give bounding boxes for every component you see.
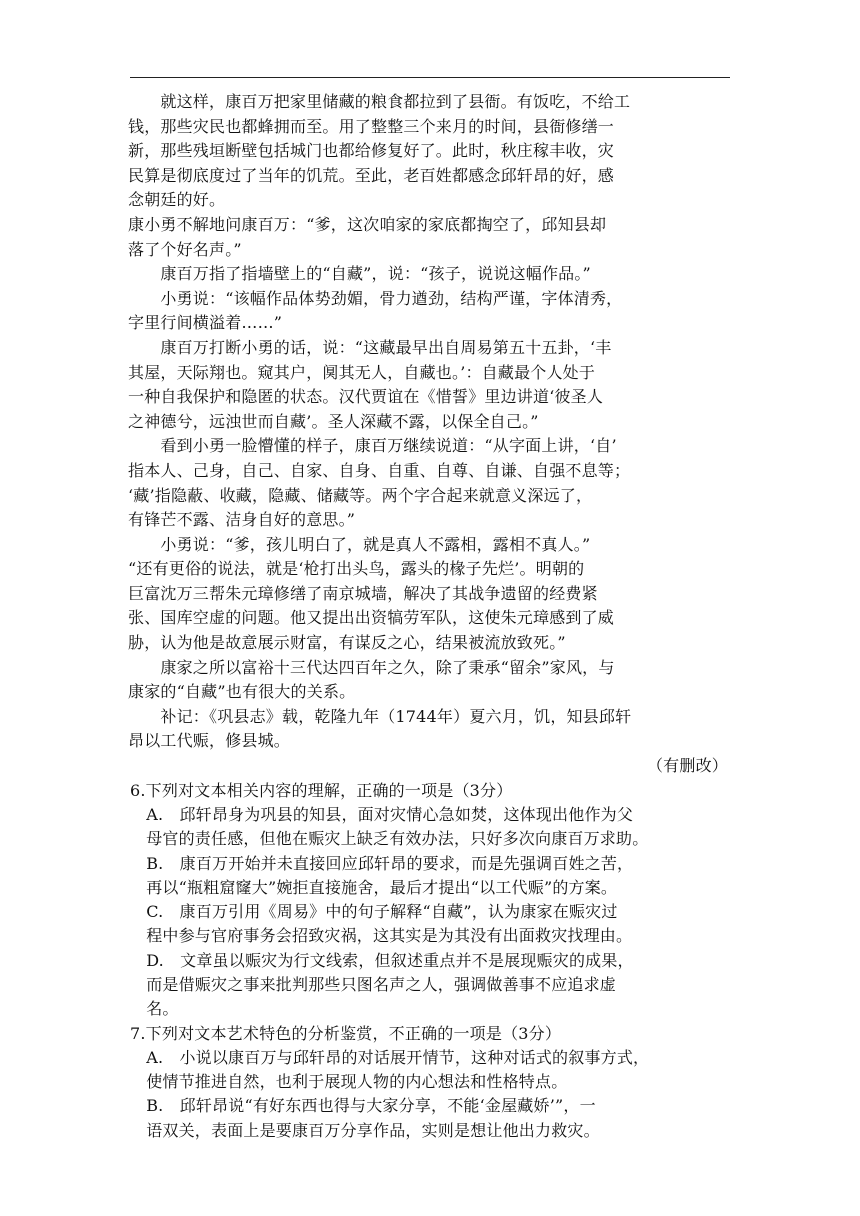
passage-line: 钱，那些灾民也都蜂拥而至。用了整整三个来月的时间，县衙修缮一 <box>128 116 615 136</box>
passage-line: 看到小勇一脸懵懂的样子，康百万继续说道：“从字面上讲，‘自’ <box>128 436 617 456</box>
option-line: 再以“瓶粗窟窿大”婉拒直接施舍，最后才提出“以工代赈”的方案。 <box>130 877 618 897</box>
passage-line: 字里行间横溢着……” <box>128 313 283 333</box>
passage-line: 一种自我保护和隐匿的状态。汉代贾谊在《惜誓》里边讲道‘彼圣人 <box>128 387 604 407</box>
passage-line: 康家之所以富裕十三代达四百年之久，除了秉承“留余”家风，与 <box>128 657 615 677</box>
passage-line: 昂以工代赈，修县城。 <box>128 731 291 751</box>
passage-line: 小勇说：“该幅作品体势劲媚，骨力遒劲，结构严谨，字体清秀， <box>128 288 623 308</box>
option-line: B. 康百万开始并未直接回应邱轩昂的要求，而是先强调百姓之苦， <box>130 853 634 873</box>
option-line: D. 文章虽以赈灾为行文线索，但叙述重点并不是展现赈灾的成果， <box>130 950 634 970</box>
option-line: C. 康百万引用《周易》中的句子解释“自藏”，认为康家在赈灾过 <box>130 902 618 922</box>
passage-line: 指本人、己身，自己、自家、自身、自重、自尊、自谦、自强不息等； <box>128 460 631 480</box>
header-rule <box>130 77 730 78</box>
option-line: A. 小说以康百万与邱轩昂的对话展开情节，这种对话式的叙事方式， <box>130 1047 650 1067</box>
document-body <box>128 90 740 1143</box>
passage-line: ‘藏’指隐蔽、收藏，隐藏、储藏等。两个字合起来就意义深远了， <box>128 485 593 505</box>
option-B <box>128 852 740 901</box>
option-C <box>128 900 740 949</box>
passage-line: 其屋，天际翔也。窥其户，阒其无人，自藏也。’：自藏最个人处于 <box>128 362 596 382</box>
passage-line: 补记：《巩县志》载，乾隆九年（1744年）夏六月，饥，知县邱轩 <box>128 706 632 726</box>
option-line: A. 邱轩昂身为巩县的知县，面对灾情心急如焚，这体现出他作为父 <box>130 804 634 824</box>
option-line: 而是借赈灾之事来批判那些只图名声之人，强调做善事不应追求虚 <box>130 975 617 994</box>
passage-line: 康百万打断小勇的话，说：“这藏最早出自周易第五十五卦，‘丰 <box>128 337 612 357</box>
option-line: 名。 <box>130 999 179 1019</box>
question-stem: 6.下列对文本相关内容的理解，正确的一项是（3分） <box>130 780 513 800</box>
passage-line: 就这样，康百万把家里储藏的粮食都拉到了县衙。有饭吃，不给工 <box>128 92 631 111</box>
passage-line: 新，那些残垣断壁包括城门也都给修复好了。此时，秋庄稼丰收，灾 <box>128 141 615 161</box>
passage-line: 张、国库空虚的问题。他又提出出资犒劳军队，这使朱元璋感到了威 <box>128 608 615 628</box>
option-line: 母官的责任感，但他在赈灾上缺乏有效办法，只好多次向康百万求助。 <box>130 829 649 849</box>
passage-line: 落了个好名声。” <box>128 239 242 259</box>
option-line: 语双关，表面上是要康百万分享作品，实则是想让他出力救灾。 <box>130 1120 600 1140</box>
passage-line: 胁，认为他是故意展示财富，有谋反之心，结果被流放致死。” <box>128 633 566 653</box>
passage-line: 康家的“自藏”也有很大的关系。 <box>128 682 356 702</box>
passage-line: 康小勇不解地问康百万：“爹，这次咱家的家底都掏空了，邱知县却 <box>128 214 607 234</box>
question-7 <box>128 1022 740 1143</box>
passage-line: 小勇说：“爹，孩儿明白了，就是真人不露相，露相不真人。” <box>128 534 591 554</box>
passage <box>128 90 740 754</box>
questions <box>128 779 740 1143</box>
option-D <box>128 949 740 1022</box>
source-note: （有删改） <box>646 756 728 776</box>
option-A <box>128 803 740 852</box>
passage-line: 巨富沈万三帮朱元璋修缮了南京城墙，解决了其战争遗留的经费紧 <box>128 583 598 603</box>
passage-line: 康百万指了指墙壁上的“自藏”，说：“孩子，说说这幅作品。” <box>128 264 591 284</box>
passage-line: “还有更俗的说法，就是‘枪打出头鸟，露头的椽子先烂’。明朝的 <box>128 559 585 579</box>
passage-line: 念朝廷的好。 <box>128 190 226 210</box>
option-line: B. 邱轩昂说“有好东西也得与大家分享，不能‘金屋藏娇’”，一 <box>130 1096 596 1116</box>
option-line: 使情节推进自然，也利于展现人物的内心想法和性格特点。 <box>130 1072 568 1092</box>
passage-line: 有锋芒不露、洁身自好的意思。” <box>128 510 356 530</box>
passage-line: 之神德兮，远浊世而自藏’。圣人深藏不露，以保全自己。” <box>128 411 539 431</box>
question-6 <box>128 779 740 1022</box>
passage-line: 民算是彻底度过了当年的饥荒。至此，老百姓都感念邱轩昂的好，感 <box>128 165 615 185</box>
question-stem: 7.下列对文本艺术特色的分析鉴赏，不正确的一项是（3分） <box>130 1023 562 1043</box>
option-B <box>128 1094 740 1143</box>
option-line: 程中参与官府事务会招致灾祸，这其实是为其没有出面救灾找理由。 <box>130 926 633 946</box>
option-A <box>128 1046 740 1095</box>
